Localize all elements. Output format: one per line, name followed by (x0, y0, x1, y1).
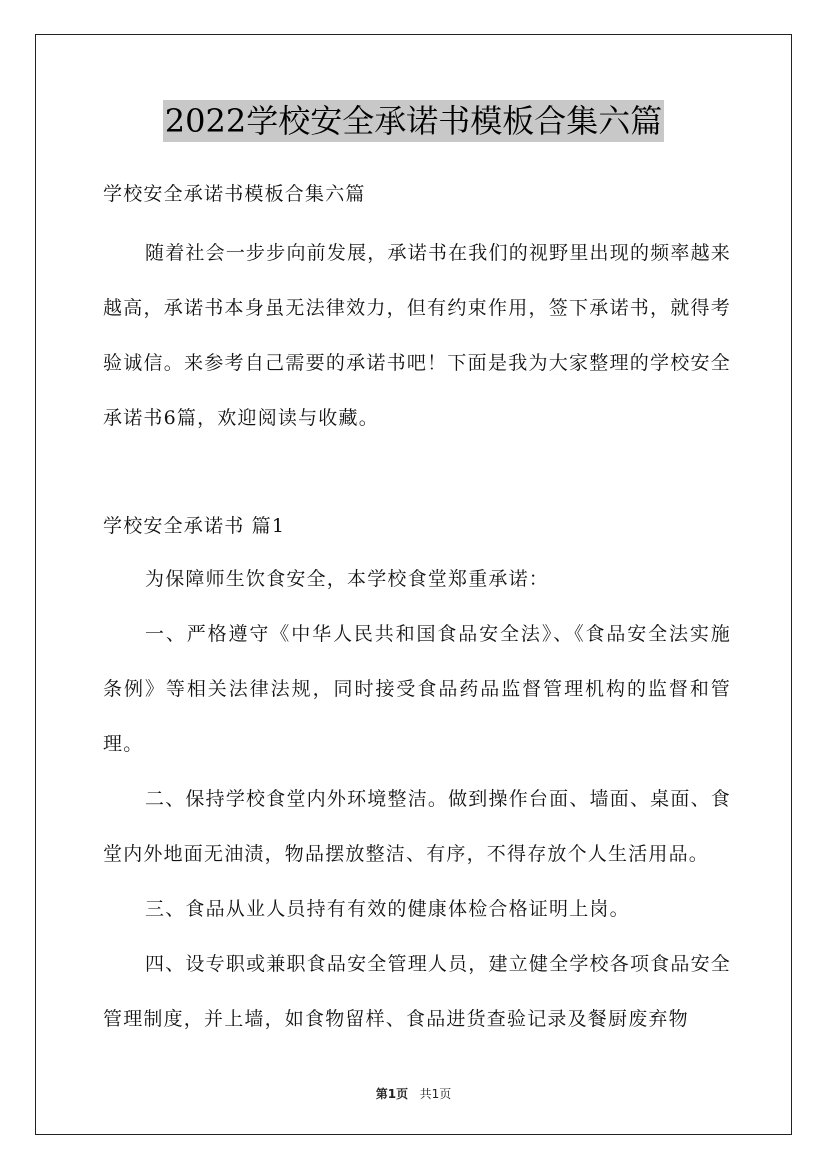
paragraph-commitment: 为保障师生饮食安全，本学校食堂郑重承诺： (145, 568, 550, 590)
section-heading: 学校安全承诺书 篇1 (103, 515, 286, 537)
paragraph-item-1: 一、严格遵守《中华人民共和国食品安全法》、《食品安全法实施条例》等相关法律法规，同时接受食品药品监督管理机构的监督和管理。 (103, 623, 731, 755)
document-subtitle: 学校安全承诺书模板合集六篇 (103, 183, 366, 205)
document-body (103, 176, 731, 1047)
paragraph-item-3: 三、食品从业人员持有有效的健康体检合格证明上岗。 (145, 898, 630, 920)
paragraph-item-2: 二、保持学校食堂内外环境整洁。做到操作台面、墙面、桌面、食堂内外地面无油渍，物品摆放整洁、有序，不得存放个人生活用品。 (103, 788, 731, 865)
paragraph-item-4: 四、设专职或兼职食品安全管理人员，建立健全学校各项食品安全管理制度，并上墙，如食物留样、食品进货查验记录及餐厨废弃物 (103, 953, 731, 1030)
page-footer (0, 1085, 827, 1102)
document-title: 2022学校安全承诺书模板合集六篇 (164, 102, 663, 140)
title-wrapper (0, 100, 827, 142)
page-number: 第1页 (375, 1087, 409, 1101)
page-total: 共1页 (419, 1087, 452, 1101)
intro-paragraph: 随着社会一步步向前发展，承诺书在我们的视野里出现的频率越来越高，承诺书本身虽无法律效力，但有约束作用，签下承诺书，就得考验诚信。来参考自己需要的承诺书吧！下面是我为大家整理的学校安全承诺书6篇，欢迎阅读与收藏。 (103, 242, 731, 429)
